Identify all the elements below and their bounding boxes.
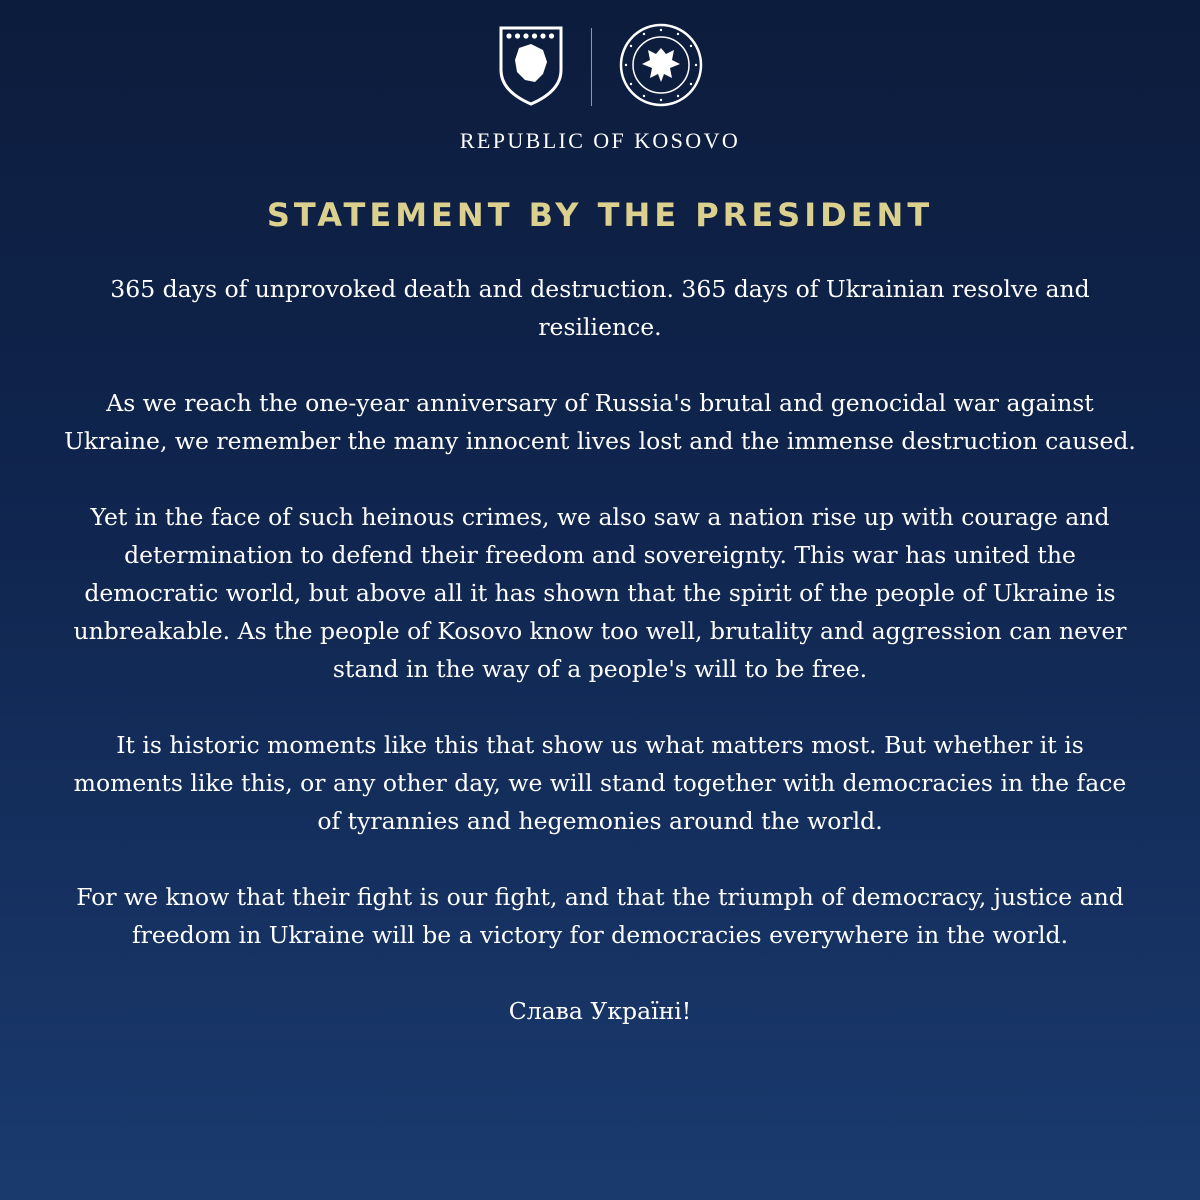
emblem-divider bbox=[591, 28, 592, 106]
paragraph-5: For we know that their fight is our fight, and that the triumph of democracy, justice and freedom in Ukraine will be a victory for democracies everywhere in the world. bbox=[76, 883, 1124, 949]
paragraph-2: As we reach the one-year anniversary of Russia's brutal and genocidal war against Ukraine, we remember the many innocent lives lost and the immense destruction caused. bbox=[64, 389, 1136, 455]
paragraph-1: 365 days of unprovoked death and destruction. 365 days of Ukrainian resolve and resilience. bbox=[110, 275, 1090, 341]
closing-line: Слава Україні! bbox=[508, 997, 692, 1025]
coat-of-arms-icon bbox=[497, 24, 565, 110]
statement-body bbox=[60, 270, 1140, 1068]
statement-title: STATEMENT BY THE PRESIDENT bbox=[266, 196, 934, 234]
emblem-row bbox=[0, 22, 1200, 112]
country-name: REPUBLIC OF KOSOVO bbox=[459, 128, 741, 153]
paragraph-4: It is historic moments like this that show us what matters most. But whether it is moments like this, or any other day, we will stand together with democracies in the face of tyrannies and hegemonies around the world. bbox=[73, 731, 1127, 835]
paragraph-3: Yet in the face of such heinous crimes, we also saw a nation rise up with courage and determination to defend their freedom and sovereignty. This war has united the democratic world, but above all it has shown that the spirit of the people of Ukraine is unbreakable. As the people of Kosovo know too well, brutality and aggression can never stand in the way of a people's will to be free. bbox=[73, 503, 1127, 683]
presidential-seal-icon bbox=[618, 22, 704, 112]
